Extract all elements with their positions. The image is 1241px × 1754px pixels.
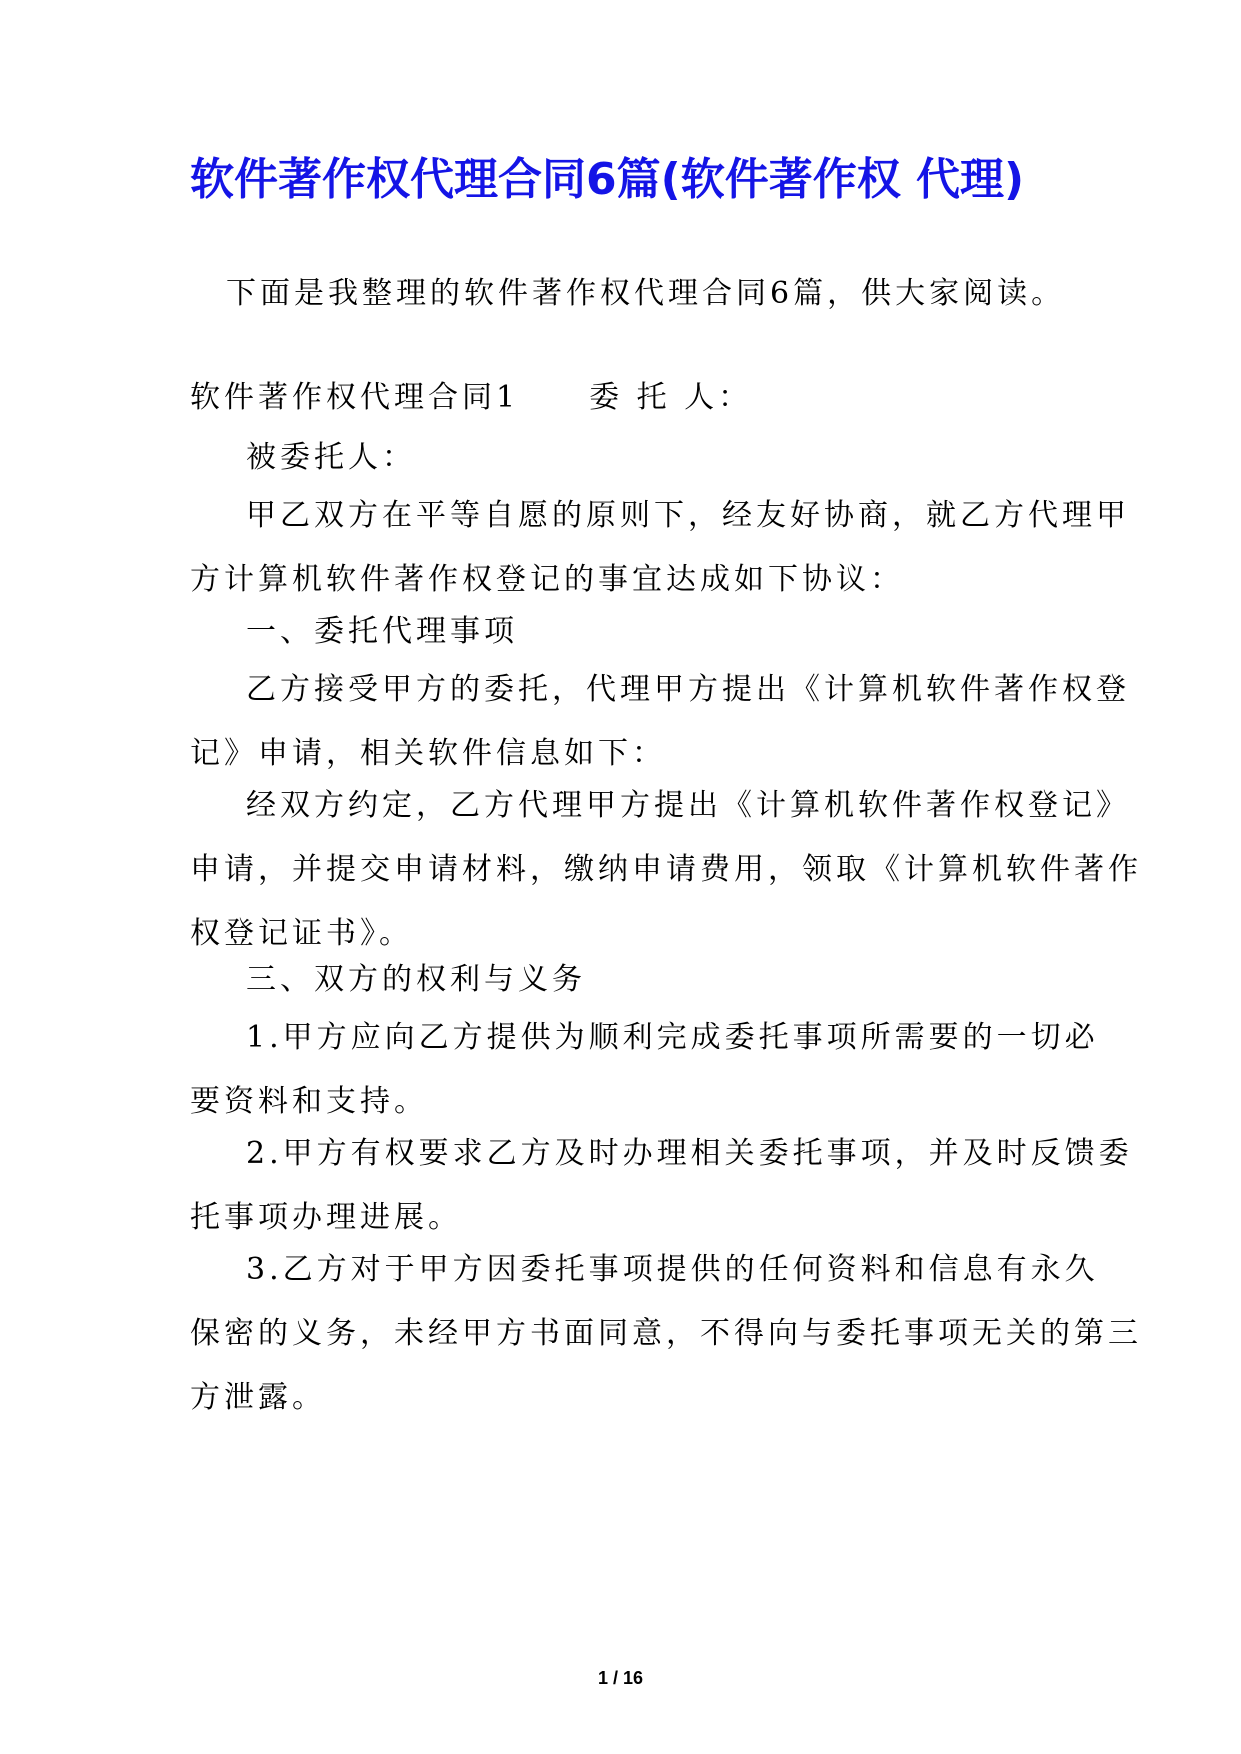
entrusting-party-label: 委 托 人：	[589, 380, 753, 415]
entrusted-party-label: 被委托人：	[246, 440, 416, 475]
accept-paragraph	[190, 658, 1130, 786]
entrusted-party-paragraph	[190, 426, 1052, 490]
agreement-line: 方计算机软件著作权登记的事宜达成如下协议：	[190, 562, 904, 597]
intro-line: 下面是我整理的软件著作权代理合同6篇，供大家阅读。	[226, 276, 1066, 311]
list-item-line: 托事项办理进展。	[190, 1200, 462, 1235]
accept-line: 乙方接受甲方的委托，代理甲方提出《计算机软件著作权登	[246, 672, 1130, 707]
agreed-line: 申请，并提交申请材料，缴纳申请费用，领取《计算机软件著作	[190, 852, 1142, 887]
section-three-heading	[190, 948, 1052, 1012]
contract-heading	[190, 366, 1052, 430]
contract-heading-line	[190, 366, 1052, 430]
section-heading: 一、委托代理事项	[246, 614, 518, 649]
agreement-line: 甲乙双方在平等自愿的原则下，经友好协商，就乙方代理甲	[246, 498, 1130, 533]
list-item-line: 保密的义务，未经甲方书面同意，不得向与委托事项无关的第三	[190, 1316, 1142, 1351]
agreed-paragraph	[190, 774, 1142, 966]
intro-paragraph	[190, 262, 1066, 326]
agreed-line: 权登记证书》。	[190, 916, 413, 951]
list-item-line: 3.乙方对于甲方因委托事项提供的任何资料和信息有永久	[246, 1252, 1099, 1287]
list-item-line: 方泄露。	[190, 1380, 326, 1415]
obligation-item-2	[190, 1122, 1133, 1250]
section-one-heading	[190, 600, 1052, 664]
list-item-line: 2.甲方有权要求乙方及时办理相关委托事项，并及时反馈委	[246, 1136, 1133, 1171]
obligation-item-1	[190, 1006, 1099, 1134]
list-item-line: 1.甲方应向乙方提供为顺利完成委托事项所需要的一切必	[246, 1020, 1099, 1055]
document-title: 软件著作权代理合同6篇(软件著作权 代理)	[190, 154, 1025, 205]
section-heading: 三、双方的权利与义务	[246, 962, 586, 997]
list-item-line: 要资料和支持。	[190, 1084, 428, 1119]
contract-heading-title: 软件著作权代理合同1	[190, 380, 520, 415]
agreement-paragraph	[190, 484, 1130, 612]
obligation-item-3	[190, 1238, 1142, 1430]
agreed-line: 经双方约定，乙方代理甲方提出《计算机软件著作权登记》	[246, 788, 1130, 823]
accept-line: 记》申请，相关软件信息如下：	[190, 736, 666, 771]
page-number: 1 / 16	[597, 1668, 644, 1688]
